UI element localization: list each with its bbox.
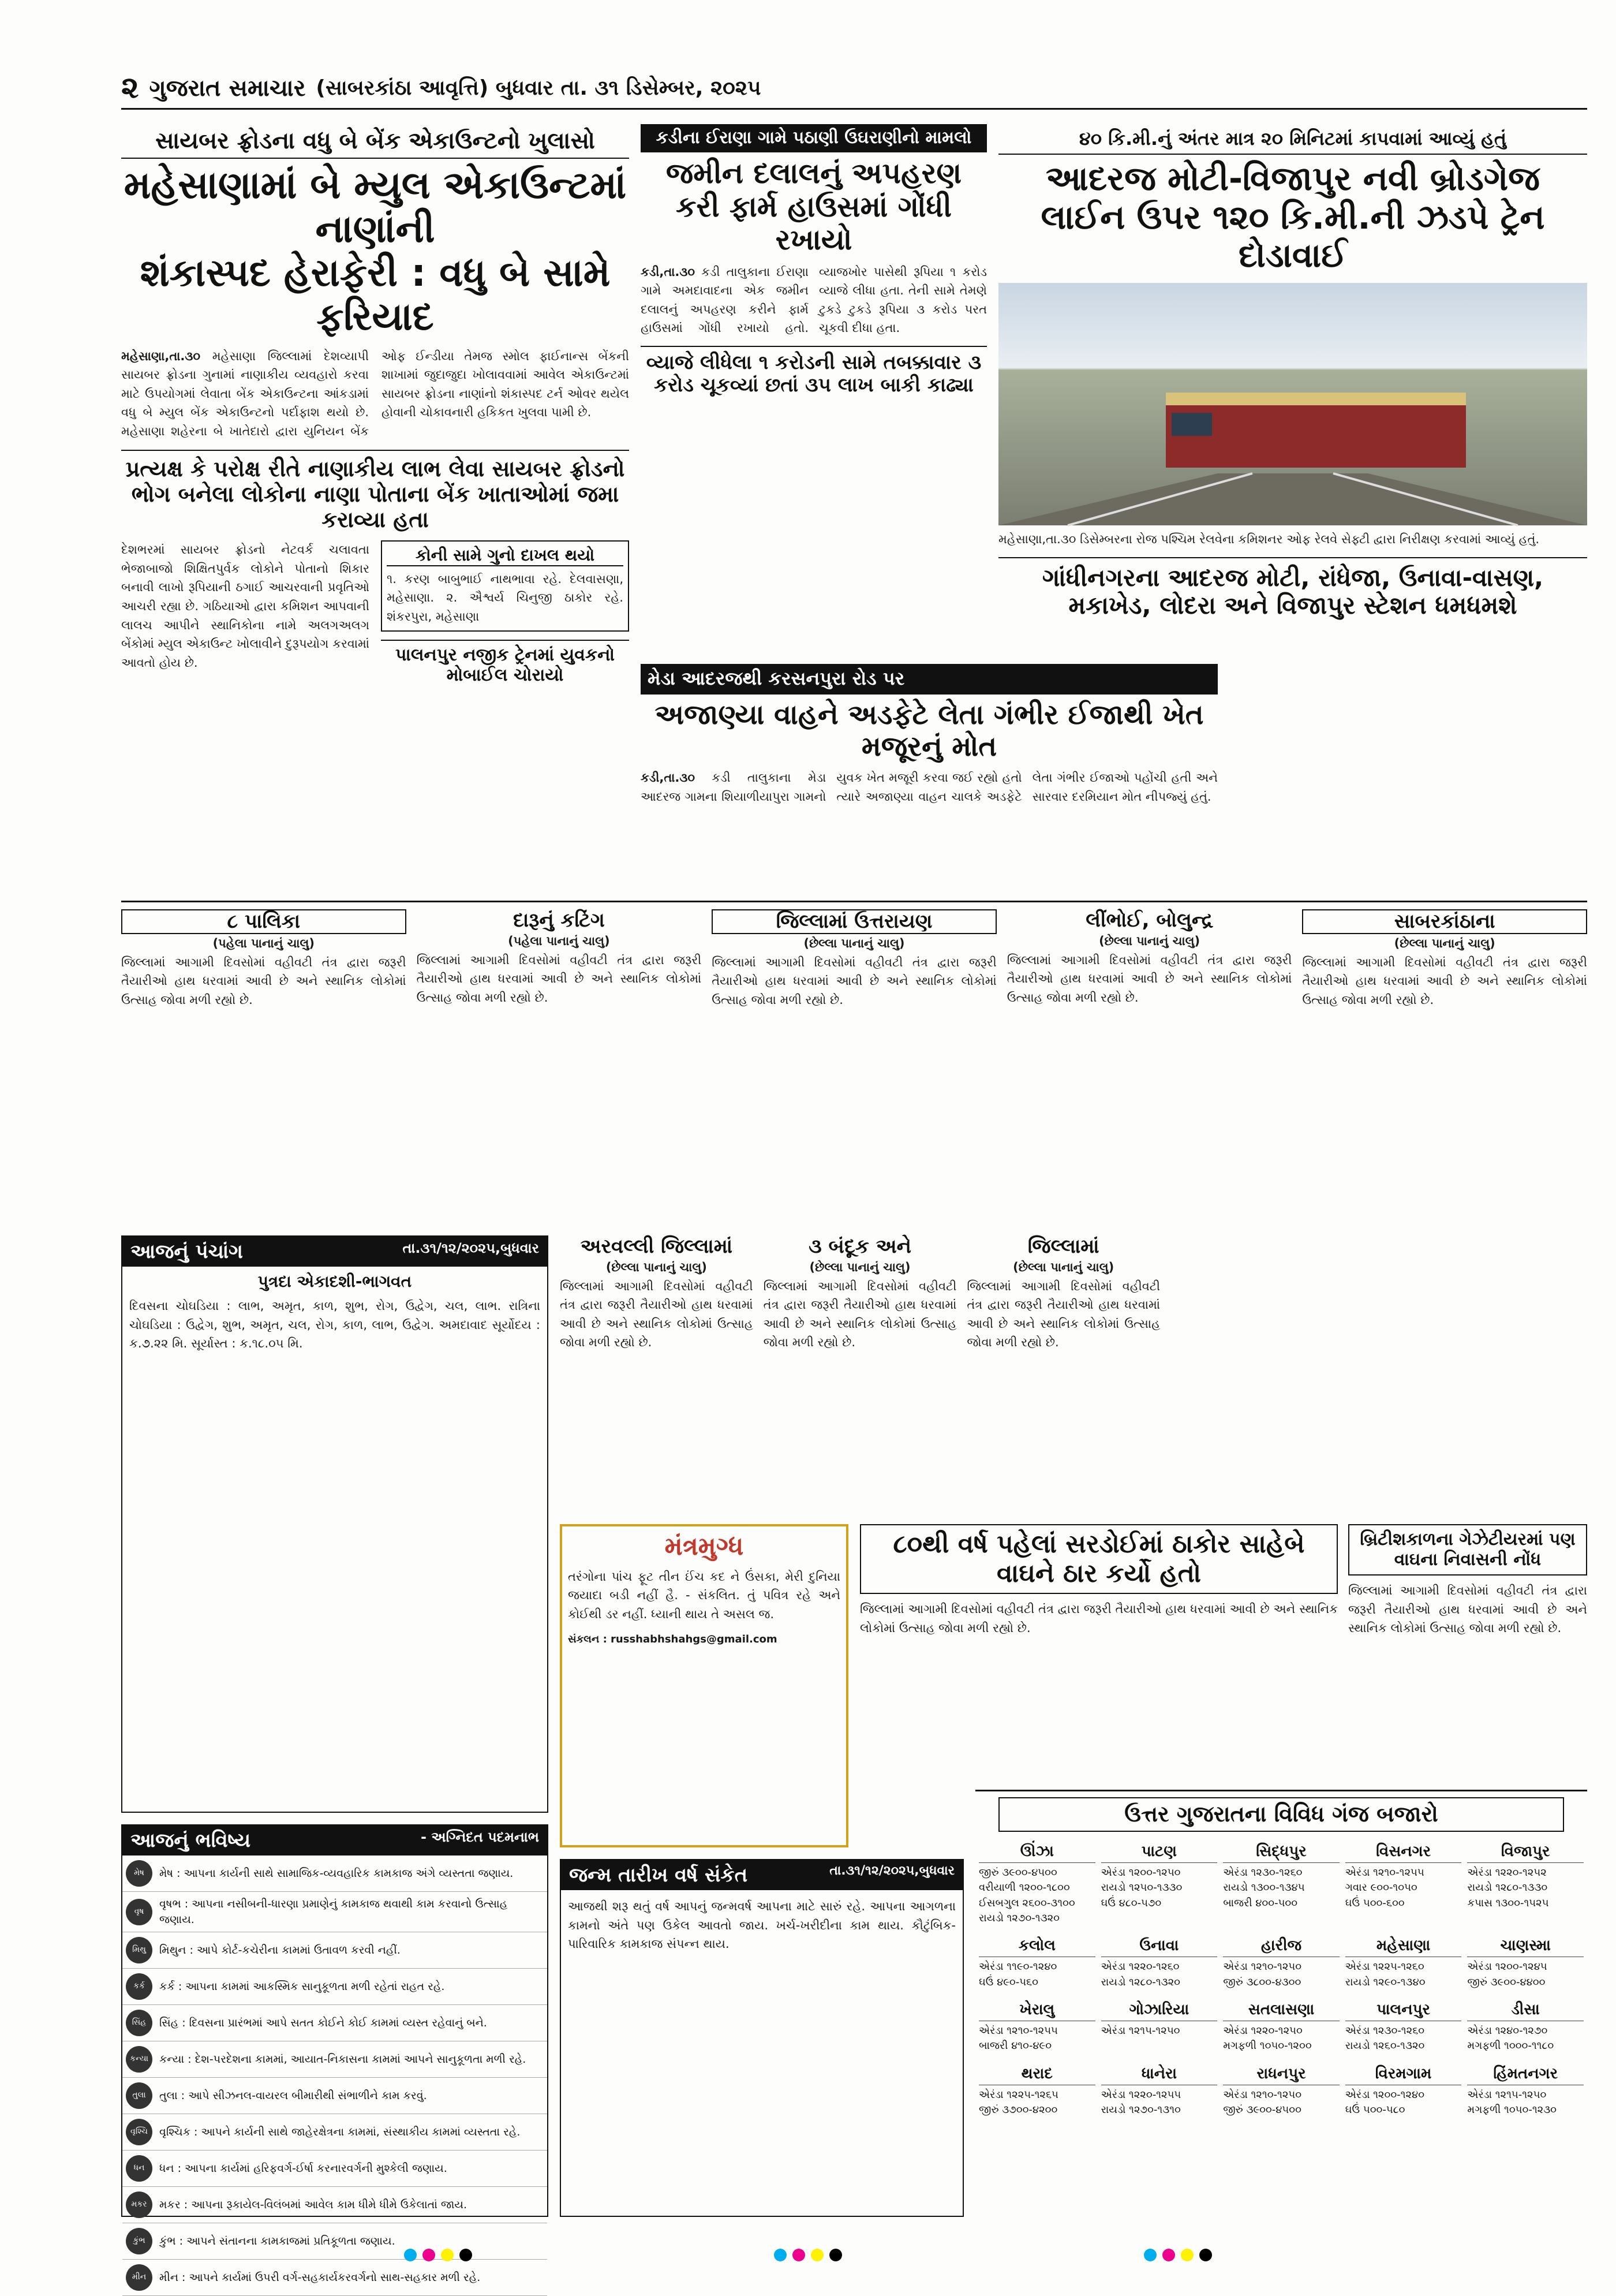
horoscope-row — [122, 1856, 547, 1892]
accused-box — [381, 540, 629, 632]
market-price-row: જીરું ૩૯૦૦-૪૪૦૦ — [1467, 1976, 1546, 1988]
cont-sub: (છેલ્લા પાનાનું ચાલુ) — [803, 936, 905, 951]
birthday-date: તા.૩૧/૧૨/૨૦૨૫,બુધવાર — [829, 1864, 955, 1878]
market-block — [1101, 1838, 1218, 1926]
cont-palika — [121, 909, 406, 1009]
horoscope-row — [122, 2005, 547, 2041]
story-accident — [641, 664, 1218, 883]
story-headline: આદરજ મોટી-વિજાપુર નવી બ્રોડગેજ લાઈન ઉપર ૧૨૦ કિ.મી.ની ઝડપે ટ્રેન દોડાવાઈ — [1041, 159, 1545, 275]
cont-bandook — [764, 1235, 957, 1352]
story-headline: મહેસાણામાં બે મ્યુલ એકાઉન્ટમાં નાણાંની — [124, 163, 627, 251]
market-name: પાલનપુર — [1345, 1999, 1462, 2022]
market-name: રાધનપુર — [1223, 2063, 1340, 2086]
market-price-row: રાયડો ૧૩૦૦-૧૩૪૫ — [1223, 1881, 1305, 1894]
market-block — [1223, 1996, 1340, 2054]
cont-body: જિલ્લામાં આગામી દિવસોમાં વહીવટી તંત્ર દ્વારા જરૂરી તૈયારીઓ હાથ ધરવામાં આવી છે અને સ્થાનિક લોકોમાં ઉત્સાહ જોવા મળી રહ્યો છે. — [763, 1279, 957, 1350]
market-price-row: એરંડા ૧૨૪૦-૧૨૭૦ — [1467, 2025, 1548, 2037]
cont-sub: (છેલ્લા પાનાનું ચાલુ) — [1394, 936, 1495, 951]
market-price-row: જીરું ૩૯૦૦-૪૫૦૦ — [979, 1866, 1057, 1879]
market-name: થરાદ — [979, 2063, 1095, 2086]
cont-body: જિલ્લામાં આગામી દિવસોમાં વહીવટી તંત્ર દ્વારા જરૂરી તૈયારીઓ હાથ ધરવામાં આવી છે અને સ્થાનિક લોકોમાં ઉત્સાહ જોવા મળી રહ્યો છે. — [1007, 953, 1292, 1005]
cont-daru — [417, 909, 702, 1009]
zodiac-icon: કર્ક — [126, 1973, 152, 2000]
market-block — [979, 1932, 1095, 1990]
market-name: ડીસા — [1467, 1999, 1584, 2022]
market-name: ઊંઝા — [979, 1841, 1095, 1864]
cont-body: જિલ્લામાં આગામી દિવસોમાં વહીવટી તંત્ર દ્વારા જરૂરી તૈયારીઓ હાથ ધરવામાં આવી છે અને સ્થાનિક લોકોમાં ઉત્સાહ જોવા મળી રહ્યો છે. — [121, 955, 406, 1007]
masthead: ગુજરાત સમાચાર — [149, 74, 306, 102]
horoscope-text: કન્યા : દેશ-પરદેશના કામમાં, આયાત-નિકાસના કામમાં આપને સાનુકૂળતા મળી રહે. — [159, 2052, 526, 2066]
story-body-2: દેશભરમાં સાયબર ફ્રોડનો નેટવર્ક ચલાવતા ભેજાબાજો શિક્ષિતપુર્વક લોકોને પોતાનો શિકાર બનાવી લાખો રૂપિયાની ઠગાઈ આચરવાની પ્રવૃતિઓ આચરી રહ્યા છે. ગઠિયાઓ દ્વારા કમિશન આપવાની લાલચ આપીને સ્થાનિકોના નામે અલગઅલગ બેંકોમાં મ્યુલ એકાઉન્ટ ખોલાવીને દુરૂપયોગ કરવામાં આવતો હોય છે. — [121, 543, 369, 670]
cont-title: દારૂનું કટિંગ — [513, 909, 605, 932]
market-block — [1101, 1932, 1218, 1990]
market-block — [979, 1996, 1095, 2054]
markets-title: ઉત્તર ગુજરાતના વિવિધ ગંજ બજારો — [998, 1797, 1564, 1832]
zodiac-icon: સિંહ — [126, 2010, 152, 2036]
market-price-row: રાયડો ૧૨૭૦-૧૩૨૦ — [979, 1912, 1060, 1924]
market-price-row: બાજરી ૪૦૦-૫૦૦ — [1223, 1896, 1298, 1909]
story-kicker: મેડા આદરજથી કરસનપુરા રોડ પર — [641, 664, 1218, 695]
market-name: ધાનેરા — [1101, 2063, 1218, 2086]
market-block — [1223, 2060, 1340, 2118]
cont-body: જિલ્લામાં આગામી દિવસોમાં વહીવટી તંત્ર દ્વારા જરૂરી તૈયારીઓ હાથ ધરવામાં આવી છે અને સ્થાનિક લોકોમાં ઉત્સાહ જોવા મળી રહ્યો છે. — [967, 1279, 1161, 1350]
cont-jilla — [967, 1235, 1160, 1352]
market-price-row: ઈસબગુલ ૨૬૦૦-૩૧૦૦ — [979, 1896, 1075, 1909]
horoscope-row — [122, 1932, 547, 1969]
zodiac-icon: વૃશ્ચિ — [126, 2119, 152, 2145]
cont-title: લીંભોઈ, બોલુન્દ્ર — [1086, 909, 1213, 932]
market-price-row: રાયડો ૧૨૮૦-૧૩૩૦ — [1467, 1881, 1548, 1894]
horoscope-row — [122, 2151, 547, 2187]
market-block — [1101, 1996, 1218, 2054]
market-name: મહેસાણા — [1345, 1935, 1462, 1958]
horoscope-text: મકર : આપના રૂકાયેલ-વિલંબમાં આવેલ કામ ધીમે ધીમે ઉકેલાતાં જાય. — [159, 2198, 467, 2211]
cont-sub: (પહેલા પાનાનું ચાલુ) — [212, 936, 315, 951]
market-name: ચાણસ્મા — [1467, 1935, 1584, 1958]
cont-sub: (પહેલા પાનાનું ચાલુ) — [508, 934, 610, 949]
market-block — [979, 1838, 1095, 1926]
continuations — [121, 901, 1587, 1224]
market-name: હિંમતનગર — [1467, 2063, 1584, 2086]
market-block — [1467, 1932, 1584, 1990]
markets-section — [975, 1790, 1587, 2228]
cont-body: જિલ્લામાં આગામી દિવસોમાં વહીવટી તંત્ર દ્વારા જરૂરી તૈયારીઓ હાથ ધરવામાં આવી છે અને સ્થાનિક લોકોમાં ઉત્સાહ જોવા મળી રહ્યો છે. — [560, 1279, 753, 1350]
cont-title: ૩ બંદૂક અને — [809, 1235, 911, 1258]
market-price-row: જીરું ૩૭૦૦-૪૨૦૦ — [979, 2104, 1058, 2116]
zodiac-icon: વૃષ — [126, 1899, 152, 1925]
market-block — [1467, 1838, 1584, 1926]
market-price-row: એરંડા ૧૨૧૦-૧૨૫૦ — [1223, 1961, 1302, 1973]
market-name: ઉનાવા — [1101, 1935, 1218, 1958]
market-price-row: બાજરી ૪૧૦-૪૯૦ — [979, 2040, 1052, 2052]
story-cyber — [121, 124, 629, 886]
horoscope-text: મેષ : આપના કાર્યની સાથે સામાજિક-વ્યવહારિક કામકાજ અંગે વ્યસ્તતા જણાય. — [159, 1866, 514, 1880]
story-body: મહેસાણા જિલ્લામાં દેશવ્યાપી સાયબર ફ્રોડના ગુનામાં નાણાકીય વ્યવહારો કરવા માટે ઉપયોગમાં લેવાતા બેંક એકાઉન્ટના આંકડામાં વધુ બે મ્યુલ બેંક એકાઉન્ટનો પર્દાફાશ થયો છે. મહેસાણા શહેરના બે ખાતેદારો દ્વારા યુનિયન બેંક ઓફ ઈન્ડીયા તેમજ સ્મોલ ફાઈનાન્સ બેંકની શાખામાં જુદાજુદા ખોલાવવામાં આવેલ એકાઉન્ટમાં સાયબર ફ્રોડના નાણાંનો શંકાસ્પદ ટર્ન ઓવર થયેલ હોવાની ચોકાવનારી હકિકત ખુલવા પામી છે. — [121, 349, 629, 438]
zodiac-icon: કન્યા — [126, 2046, 152, 2073]
story-headline: જમીન દલાલનું અપહરણ કરી ફાર્મ હાઉસમાં ગોંધી રખાયો — [665, 156, 962, 256]
market-price-row: એરંડા ૧૨૧૦-૧૨૫૦ — [1223, 2089, 1302, 2101]
train-illustration — [998, 283, 1587, 525]
color-registration-marks — [404, 2249, 1212, 2266]
story-headline-2: શંકાસ્પદ હેરાફેરી : વધુ બે સામે ફરિયાદ — [140, 250, 611, 339]
zodiac-icon: મીન — [126, 2264, 152, 2291]
market-price-row: એરંડા ૧૨૨૦-૧૨૫૨ — [1467, 1866, 1547, 1879]
market-price-row: એરંડા ૧૨૩૦-૧૨૬૦ — [1345, 2025, 1425, 2037]
cont-sabarkantha — [1302, 909, 1587, 1009]
middle-continuations — [560, 1235, 1160, 1513]
cont-sub: (છેલ્લા પાનાનું ચાલુ) — [1013, 1260, 1114, 1275]
cont-body: જિલ્લામાં આગામી દિવસોમાં વહીવટી તંત્ર દ્વારા જરૂરી તૈયારીઓ હાથ ધરવામાં આવી છે અને સ્થાનિક લોકોમાં ઉત્સાહ જોવા મળી રહ્યો છે. — [416, 953, 702, 1005]
market-block — [1345, 1932, 1462, 1990]
market-price-row: રાયડો ૧૨૯૦-૧૩૪૦ — [1345, 1976, 1426, 1988]
horoscope-row — [122, 1969, 547, 2005]
panchang-title: આજનું પંચાંગ — [130, 1240, 243, 1263]
story-body: કડી તાલુકાના ઈરાણા ગામે અમદાવાદના એક જમીન દલાલનું અપહરણ કરીને ફાર્મ હાઉસમાં ગોંધી રખાયો હતો. વ્યાજખોર પાસેથી રૂપિયા ૧ કરોડ વ્યાજે લીધા હતા. તેની સામે તેમણે ટુકડે ટુકડે રૂપિયા ૩ કરોડ પરત ચૂકવી દીધા હતા. — [641, 264, 987, 335]
panchang-box — [121, 1235, 548, 1813]
story-subhead: પ્રત્યક્ષ કે પરોક્ષ રીતે નાણાકીય લાભ લેવા સાયબર ફ્રોડનો ભોગ બનેલા લોકોના નાણા પોતાના બેંક ખાતાઓમાં જમા કરાવ્યા હતા — [121, 450, 629, 532]
market-price-row: ઘઉં ૪૯૦-૫૬૦ — [979, 1976, 1038, 1988]
bhavishya-author: - અગ્નિદત પદમનાભ — [420, 1829, 539, 1845]
page-number: ૨ — [121, 70, 139, 105]
market-price-row: મગફળી ૧૦૫૦-૧૨૩૦ — [1467, 2104, 1557, 2116]
zodiac-icon: કુંભ — [126, 2228, 152, 2254]
market-block — [1467, 2060, 1584, 2118]
market-price-row: એરંડા ૧૨૧૫-૧૨૫૦ — [1101, 2025, 1180, 2037]
page-header — [121, 68, 1587, 110]
market-price-row: મગફળી ૧૦૫૦-૧૨૦૦ — [1223, 2040, 1312, 2052]
market-price-row: જીરું ૩૯૦૦-૪૫૦૦ — [1223, 2104, 1301, 2116]
market-name: ખેરાલુ — [979, 1999, 1095, 2022]
market-price-row: એરંડા ૧૨૧૦-૧૨૫૫ — [1345, 1866, 1424, 1879]
sign-list — [122, 1856, 547, 2296]
story-rail — [998, 124, 1587, 719]
mantra-body: તરંગોના પાંચ ફૂટ તીન ઈંચ કદ ને ઉંસકા, મેરી દુનિયા જયાદા બડી નહીં હૈ. - સંકલિત. તું પવિત્ર રહે અને કોઈથી ડર નહીં. ધ્યાની થાય તે અસલ જ. — [568, 1569, 840, 1621]
market-block — [1223, 1932, 1340, 1990]
market-price-row: એરંડા ૧૨૩૦-૧૨૬૦ — [1223, 1866, 1303, 1879]
cont-limbhoi — [1007, 909, 1292, 1009]
market-name: પાટણ — [1101, 1841, 1218, 1864]
zodiac-icon: મિથુ — [126, 1937, 152, 1963]
accused-box-title: કોની સામે ગુનો દાખલ થયો — [387, 546, 623, 566]
market-block — [979, 2060, 1095, 2118]
mantra-box — [560, 1524, 848, 1847]
train-photo — [998, 283, 1587, 525]
horoscope-row — [122, 1892, 547, 1932]
cont-sub: (છેલ્લા પાનાનું ચાલુ) — [1099, 934, 1200, 949]
market-price-row: વરીયાળી ૧૨૦૦-૧૮૦૦ — [979, 1881, 1070, 1894]
market-price-row: રાયડો ૧૨૭૦-૧૩૧૦ — [1101, 2104, 1181, 2116]
horoscope-text: મીન : આપને કાર્યમાં ઉપરી વર્ગ-સહકાર્યકરવર્ગનો સાથ-સહકાર મળી રહે. — [159, 2271, 481, 2284]
mantra-contact: સંકલન : russhabhshahgs@gmail.com — [568, 1633, 777, 1646]
horoscope-text: તુલા : આપે સીઝનલ-વાયરલ બીમારીથી સંભાળીને કામ કરવું. — [159, 2089, 427, 2102]
market-price-row: ઘઉં ૪૮૦-૫૭૦ — [1101, 1896, 1162, 1909]
dateline: કડી,તા.૩૦ — [641, 264, 695, 279]
tiger-side-body: જિલ્લામાં આગામી દિવસોમાં વહીવટી તંત્ર દ્વારા જરૂરી તૈયારીઓ હાથ ધરવામાં આવી છે અને સ્થાનિક લોકોમાં ઉત્સાહ જોવા મળી રહ્યો છે. — [1348, 1584, 1587, 1636]
horoscope-text: ધન : આપના કાર્યમાં હરિફવર્ગ-ઈર્ષા કરનારવર્ગની મુશ્કેલી જણાય. — [159, 2161, 447, 2175]
story-kicker: સાયબર ફ્રોડના વધુ બે બેંક એકાઉન્ટનો ખુલાસો — [121, 124, 629, 159]
zodiac-icon: તુલા — [126, 2082, 152, 2109]
cont-body: જિલ્લામાં આગામી દિવસોમાં વહીવટી તંત્ર દ્વારા જરૂરી તૈયારીઓ હાથ ધરવામાં આવી છે અને સ્થાનિક લોકોમાં ઉત્સાહ જોવા મળી રહ્યો છે. — [1302, 955, 1587, 1007]
bhavishya-title: આજનું ભવિષ્ય — [130, 1829, 251, 1852]
dateline: મહેસાણા,તા.૩૦ — [121, 349, 201, 363]
edition-date: (સાબરકાંઠા આવૃત્તિ) બુધવાર તા. ૩૧ ડિસેમ્બર, ૨૦૨૫ — [316, 76, 761, 100]
market-name: સિદ્ધપુર — [1223, 1841, 1340, 1864]
mantra-title: મંત્રમુગ્ધ — [664, 1532, 744, 1561]
market-price-row: એરંડા ૧૧૯૦-૧૨૪૦ — [979, 1961, 1057, 1973]
horoscope-row — [122, 2041, 547, 2078]
market-price-row: રાયડો ૧૨૫૦-૧૩૩૦ — [1101, 1881, 1183, 1894]
horoscope-text: મિથુન : આપે કોર્ટ-કચેરીના કામમાં ઉતાવળ કરવી નહીં. — [159, 1943, 401, 1957]
market-block — [1345, 1838, 1462, 1926]
market-price-row: એરંડા ૧૨૨૦-૧૨૫૦ — [1223, 2025, 1303, 2037]
story-subhead: ગાંધીનગરના આદરજ મોટી, રાંધેજા, ઉનાવા-વાસણ, મકાખેડ, લોદરા અને વિજાપુર સ્ટેશન ધમધમશે — [998, 557, 1587, 620]
tiger-body: જિલ્લામાં આગામી દિવસોમાં વહીવટી તંત્ર દ્વારા જરૂરી તૈયારીઓ હાથ ધરવામાં આવી છે અને સ્થાનિક લોકોમાં ઉત્સાહ જોવા મળી રહ્યો છે. — [860, 1602, 1338, 1635]
horoscope-text: વૃષભ : આપના નસીબની-ધારણા પ્રમાણેનું કામકાજ થવાથી કામ કરવાનો ઉત્સાહ જણાય. — [159, 1898, 508, 1926]
horoscope-row — [122, 2078, 547, 2114]
market-price-row: એરંડા ૧૨૦૦-૧૨૫૦ — [1101, 1866, 1181, 1879]
market-block — [1467, 1996, 1584, 2054]
horoscope-row — [122, 2187, 547, 2223]
market-block — [1345, 1996, 1462, 2054]
market-price-row: એરંડા ૧૨૦૦-૧૨૪૦ — [1345, 2089, 1425, 2101]
market-block — [1101, 2060, 1218, 2118]
bhavishya-box — [121, 1824, 548, 2284]
cont-title: જિલ્લામાં ઉત્તરાયણ — [712, 909, 997, 934]
cont-title: સાબરકાંઠાના — [1302, 909, 1587, 934]
market-name: સતલાસણા — [1223, 1999, 1340, 2022]
dateline: કડી,તા.૩૦ — [641, 771, 695, 785]
panchang-body: દિવસના ચોઘડિયા : લાભ, અમૃત, કાળ, શુભ, રોગ, ઉદ્વેગ, ચલ, લાભ. રાત્રિના ચોઘડિયા : ઉદ્વેગ, શુભ, અમૃત, ચલ, રોગ, કાળ, લાભ, ઉદ્વેગ. અમદાવાદ સૂર્યોદય : ક.૭.૨૨ મિ. સૂર્યાસ્ત : ક.૧૮.૦૫ મિ. — [129, 1299, 540, 1351]
market-price-row: એરંડા ૧૨૨૫-૧૨૬૫ — [979, 2089, 1058, 2101]
cont-body: જિલ્લામાં આગામી દિવસોમાં વહીવટી તંત્ર દ્વારા જરૂરી તૈયારીઓ હાથ ધરવામાં આવી છે અને સ્થાનિક લોકોમાં ઉત્સાહ જોવા મળી રહ્યો છે. — [712, 955, 997, 1007]
market-price-row: એરંડા ૧૨૧૫-૧૨૫૦ — [1467, 2089, 1547, 2101]
story-subhead: વ્યાજે લીધેલા ૧ કરોડની સામે તબક્કાવાર ૩ કરોડ ચૂકવ્યાં છતાં ૩૫ લાખ બાકી કાઢ્યા — [641, 346, 987, 397]
horoscope-text: વૃશ્ચિક : આપને કાર્યની સાથે જાહેરક્ષેત્રના કામમાં, સંસ્થાકીય કામમાં વ્યસ્તતા રહે. — [159, 2125, 521, 2138]
market-price-row: ઘઉં ૫૦૦-૬૦૦ — [1345, 1896, 1405, 1909]
zodiac-icon: ધન — [126, 2155, 152, 2182]
market-name: વિરમગામ — [1345, 2063, 1462, 2086]
market-price-row: ગવાર ૯૦૦-૧૦૫૦ — [1345, 1881, 1417, 1894]
cont-sub: (છેલ્લા પાનાનું ચાલુ) — [809, 1260, 911, 1275]
horoscope-row — [122, 2114, 547, 2151]
market-name: વિજાપુર — [1467, 1841, 1584, 1864]
market-price-row: રાયડો ૧૨૮૦-૧૩૨૦ — [1101, 1976, 1180, 1988]
market-price-row: એરંડા ૧૨૨૦-૧૨૬૦ — [1101, 1961, 1180, 1973]
tiger-headline: ૮૦થી વર્ષ પહેલાં સરડોઈમાં ઠાકોર સાહેબે વાઘને ઠાર કર્યો હતો — [860, 1524, 1338, 1594]
zodiac-icon: મકર — [126, 2192, 152, 2218]
panchang-date: તા.૩૧/૧૨/૨૦૨૫,બુધવાર — [402, 1240, 539, 1256]
market-price-row: મગફળી ૧૦૦૦-૧૧૮૦ — [1467, 2040, 1554, 2052]
market-price-row: કપાસ ૧૩૦૦-૧૫૨૫ — [1467, 1896, 1549, 1909]
birthday-body: આજથી શરૂ થતું વર્ષ આપનું જન્મવર્ષ આપના માટે સારું રહે. આપના આગળના કામનો અંતે પણ ઉકેલ આવતો જાય. ખર્ચ-ખરીદીના કામ થાય. કૌટુંબિક-પારિવારિક કામકાજ સંપન્ન થાય. — [568, 1899, 956, 1951]
ekadashi: પુત્રદા એકાદશી-ભાગવત — [257, 1272, 412, 1291]
cont-title: અરવલ્લી જિલ્લામાં — [580, 1235, 733, 1258]
horoscope-text: કુંભ : આપને સંતાનના કામકાજમાં પ્રતિકૂળતા જણાય. — [159, 2234, 395, 2248]
story-kidnap — [641, 124, 987, 655]
market-price-row: રાયડો ૧૨૬૦-૧૩૨૦ — [1345, 2040, 1425, 2052]
market-price-row: જીરું ૩૮૦૦-૪૩૦૦ — [1223, 1976, 1301, 1988]
story-headline: અજાણ્યા વાહને અડફેટે લેતા ગંભીર ઈજાથી ખેત મજૂરનું મોત — [654, 699, 1204, 763]
story-kicker: કડીના ઈરાણા ગામે પઠાણી ઉઘરાણીનો મામલો — [641, 124, 987, 152]
cont-aravalli — [560, 1235, 753, 1352]
photo-caption: મહેસાણા,તા.૩૦ ડિસેમ્બરના રોજ પશ્ચિમ રેલવેના કમિશનર ઓફ રેલવે સેફ્ટી દ્વારા નિરીક્ષણ કરવામાં આવ્યું હતું. — [998, 532, 1540, 547]
market-columns — [975, 1838, 1587, 2118]
cont-uttarayan — [712, 909, 997, 1009]
horoscope-text: સિંહ : દિવસના પ્રારંભમાં આપે સતત કોઈને કોઈ કામમાં વ્યસ્ત રહેવાનું બને. — [159, 2016, 487, 2029]
story-kicker: ૪૦ કિ.મી.નું અંતર માત્ર ૨૦ મિનિટમાં કાપવામાં આવ્યું હતું — [998, 124, 1587, 155]
market-name: કલોલ — [979, 1935, 1095, 1958]
market-price-row: એરંડા ૧૨૧૦-૧૨૫૫ — [979, 2025, 1058, 2037]
cont-sub: (છેલ્લા પાનાનું ચાલુ) — [605, 1260, 707, 1275]
market-price-row: એરંડા ૧૨૦૦-૧૨૪૫ — [1467, 1961, 1547, 1973]
tiger-side-title: બ્રિટીશકાળના ગેઝેટીયરમાં પણ વાઘના નિવાસની નોંધ — [1348, 1524, 1587, 1576]
market-price-row: ઘઉં ૫૦૦-૫૮૦ — [1345, 2104, 1405, 2116]
market-price-row: એરંડા ૧૨૨૦-૧૨૫૫ — [1101, 2089, 1181, 2101]
market-name: ગોઝારિયા — [1101, 1999, 1218, 2022]
market-block — [1223, 1838, 1340, 1926]
train-theft-subhead: પાલનપુર નજીક ટ્રેનમાં યુવકનો મોબાઈલ ચોરાયો — [381, 640, 629, 685]
zodiac-icon: મેષ — [126, 1860, 152, 1887]
market-price-row: એરંડા ૧૨૨૫-૧૨૬૦ — [1345, 1961, 1424, 1973]
birthday-title: જન્મ તારીખ વર્ષ સંકેત — [569, 1864, 748, 1887]
cont-title: જિલ્લામાં — [1027, 1235, 1099, 1258]
accused-box-body: ૧. કરણ બાબુભાઈ નાથભાવા રહે. દેલવાસણા, મહેસાણા. ૨. ઐશ્વર્ય ચિનુજી ઠાકોર રહે. શંકરપુરા, મહેસાણા — [387, 572, 623, 624]
market-name: હારીજ — [1223, 1935, 1340, 1958]
market-block — [1345, 2060, 1462, 2118]
cont-title: ૮ પાલિકા — [121, 909, 406, 934]
story-body: કડી તાલુકાના મેડા આદરજ ગામના શિયાળીયાપુરા ગામનો યુવક ખેત મજૂરી કરવા જઈ રહ્યો હતો ત્યારે અજાણ્યા વાહન ચાલકે અડફેટે લેતા ગંભીર ઈજાઓ પહોંચી હતી અને સારવાર દરમિયાન મોત નીપજ્યું હતું. — [641, 771, 1218, 804]
market-name: વિસનગર — [1345, 1841, 1462, 1864]
horoscope-text: કર્ક : આપના કામમાં આકસ્મિક સાનુકૂળતા મળી રહેતાં રાહત રહે. — [159, 1980, 445, 1993]
